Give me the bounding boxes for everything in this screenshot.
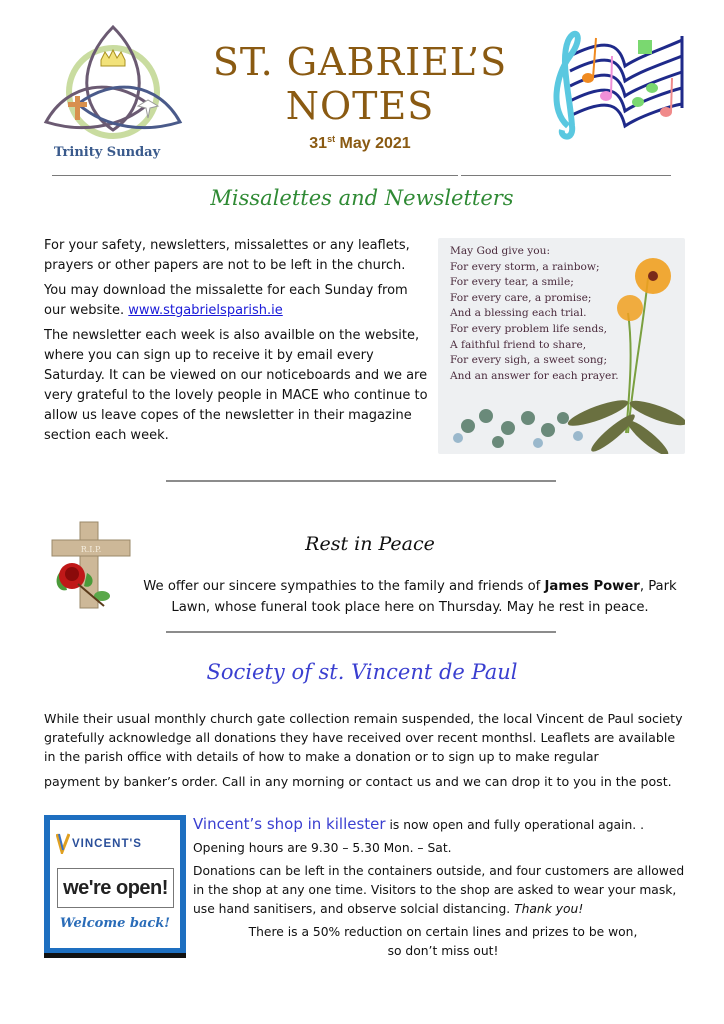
shop-offer-line-1: There is a 50% reduction on certain lines and prizes to be won,: [248, 925, 638, 939]
flower-decoration-icon: [438, 238, 685, 454]
rip-divider: [166, 631, 556, 633]
section-heading-missalettes: Missalettes and Newsletters: [210, 186, 514, 210]
trinity-knot-icon: [38, 22, 188, 142]
section-heading-rest-in-peace: Rest in Peace: [305, 533, 435, 555]
prayer-lines: May God give you: For every storm, a rainbow; For every tear, a smile; For every care, a promise; And a blessing each trial. For every problem life sends, A faithful friend to share, For every sigh, a sweet song; And an answer for each prayer.: [450, 245, 619, 382]
vincents-open-sign-image: [44, 815, 186, 958]
newsletter-title-line2: NOTES: [285, 84, 435, 128]
missalettes-paragraph-2: You may download the missalette for each Sunday from our website. www.stgabrielsparish.ie: [44, 283, 408, 318]
music-notes-logo: [540, 26, 690, 144]
music-notes-icon: [540, 26, 690, 144]
missalettes-body: [44, 236, 429, 451]
section-heading-svdp: Society of st. Vincent de Paul: [206, 660, 518, 684]
header-divider-left: [52, 175, 458, 176]
rip-message: We offer our sincere sympathies to the family and friends of James Power, Park Lawn, whose funeral took place here on Thursday. May he rest in peace.: [143, 579, 677, 615]
date-day: 31: [309, 135, 328, 152]
missalettes-paragraph-3: The newsletter each week is also availble on the website, where you can sign up to receive it by email every Saturday. It can be viewed on our noticeboards and we are very grateful to the lovely people in MACE who continue to allow us leave copes of the newsletter in their magazine section each week.: [44, 328, 428, 443]
vincents-logo-mark-icon: [56, 832, 70, 854]
shop-thanks: Thank you!: [514, 902, 584, 916]
vincents-brand: VINCENT'S: [72, 838, 142, 850]
trinity-logo: [38, 22, 188, 167]
svdp-paragraph: While their usual monthly church gate collection remain suspended, the local Vincent de Paul society gratefully acknowledge all donations they have received over recent monthsl. Leaflets are available in the parish office with details of how to make a donation or to sign up to make regular: [44, 711, 683, 764]
date-month-year: May 2021: [335, 135, 411, 152]
newsletter-title-line1: ST. GABRIEL’S: [212, 40, 508, 84]
shop-title: Vincent’s shop in killester: [193, 815, 386, 833]
were-open-sign: we're open!: [57, 868, 174, 908]
shop-donations: Donations can be left in the containers outside, and four customers are allowed in the shop at any one time. Visitors to the shop are asked to wear your mask, use hand sanitisers, and observe solcial distancing. Thank you!: [193, 864, 685, 916]
newsletter-date: [200, 134, 520, 153]
svdp-paragraph-last: payment by banker’s order. Call in any morning or contact us and we can drop it to you in the post.: [44, 774, 672, 789]
rip-cross-rose-icon: [42, 518, 134, 610]
date-suffix: st: [327, 134, 336, 144]
missalettes-divider: [166, 480, 556, 482]
missalettes-paragraph-1: For your safety, newsletters, missalettes or any leaflets, prayers or other papers are not to be left in the church.: [44, 238, 410, 273]
shop-hours: Opening hours are 9.30 – 5.30 Mon. – Sat.: [193, 841, 452, 855]
trinity-sunday-caption: Trinity Sunday: [53, 145, 161, 160]
header-divider-right: [461, 175, 671, 176]
deceased-name: James Power: [544, 579, 640, 594]
svdp-body: [44, 709, 684, 791]
svg-text:R.I.P.: R.I.P.: [80, 545, 102, 554]
parish-website-link[interactable]: www.stgabrielsparish.ie: [128, 303, 283, 318]
prayer-card-image: [438, 238, 685, 454]
shop-offer-line-2: so don’t miss out!: [387, 944, 499, 958]
vincents-shop-info: [193, 815, 693, 961]
welcome-back-text: Welcome back!: [59, 916, 171, 931]
shop-title-row: Vincent’s shop in killester is now open and fully operational again. .: [193, 815, 644, 833]
rip-image: [42, 518, 134, 610]
